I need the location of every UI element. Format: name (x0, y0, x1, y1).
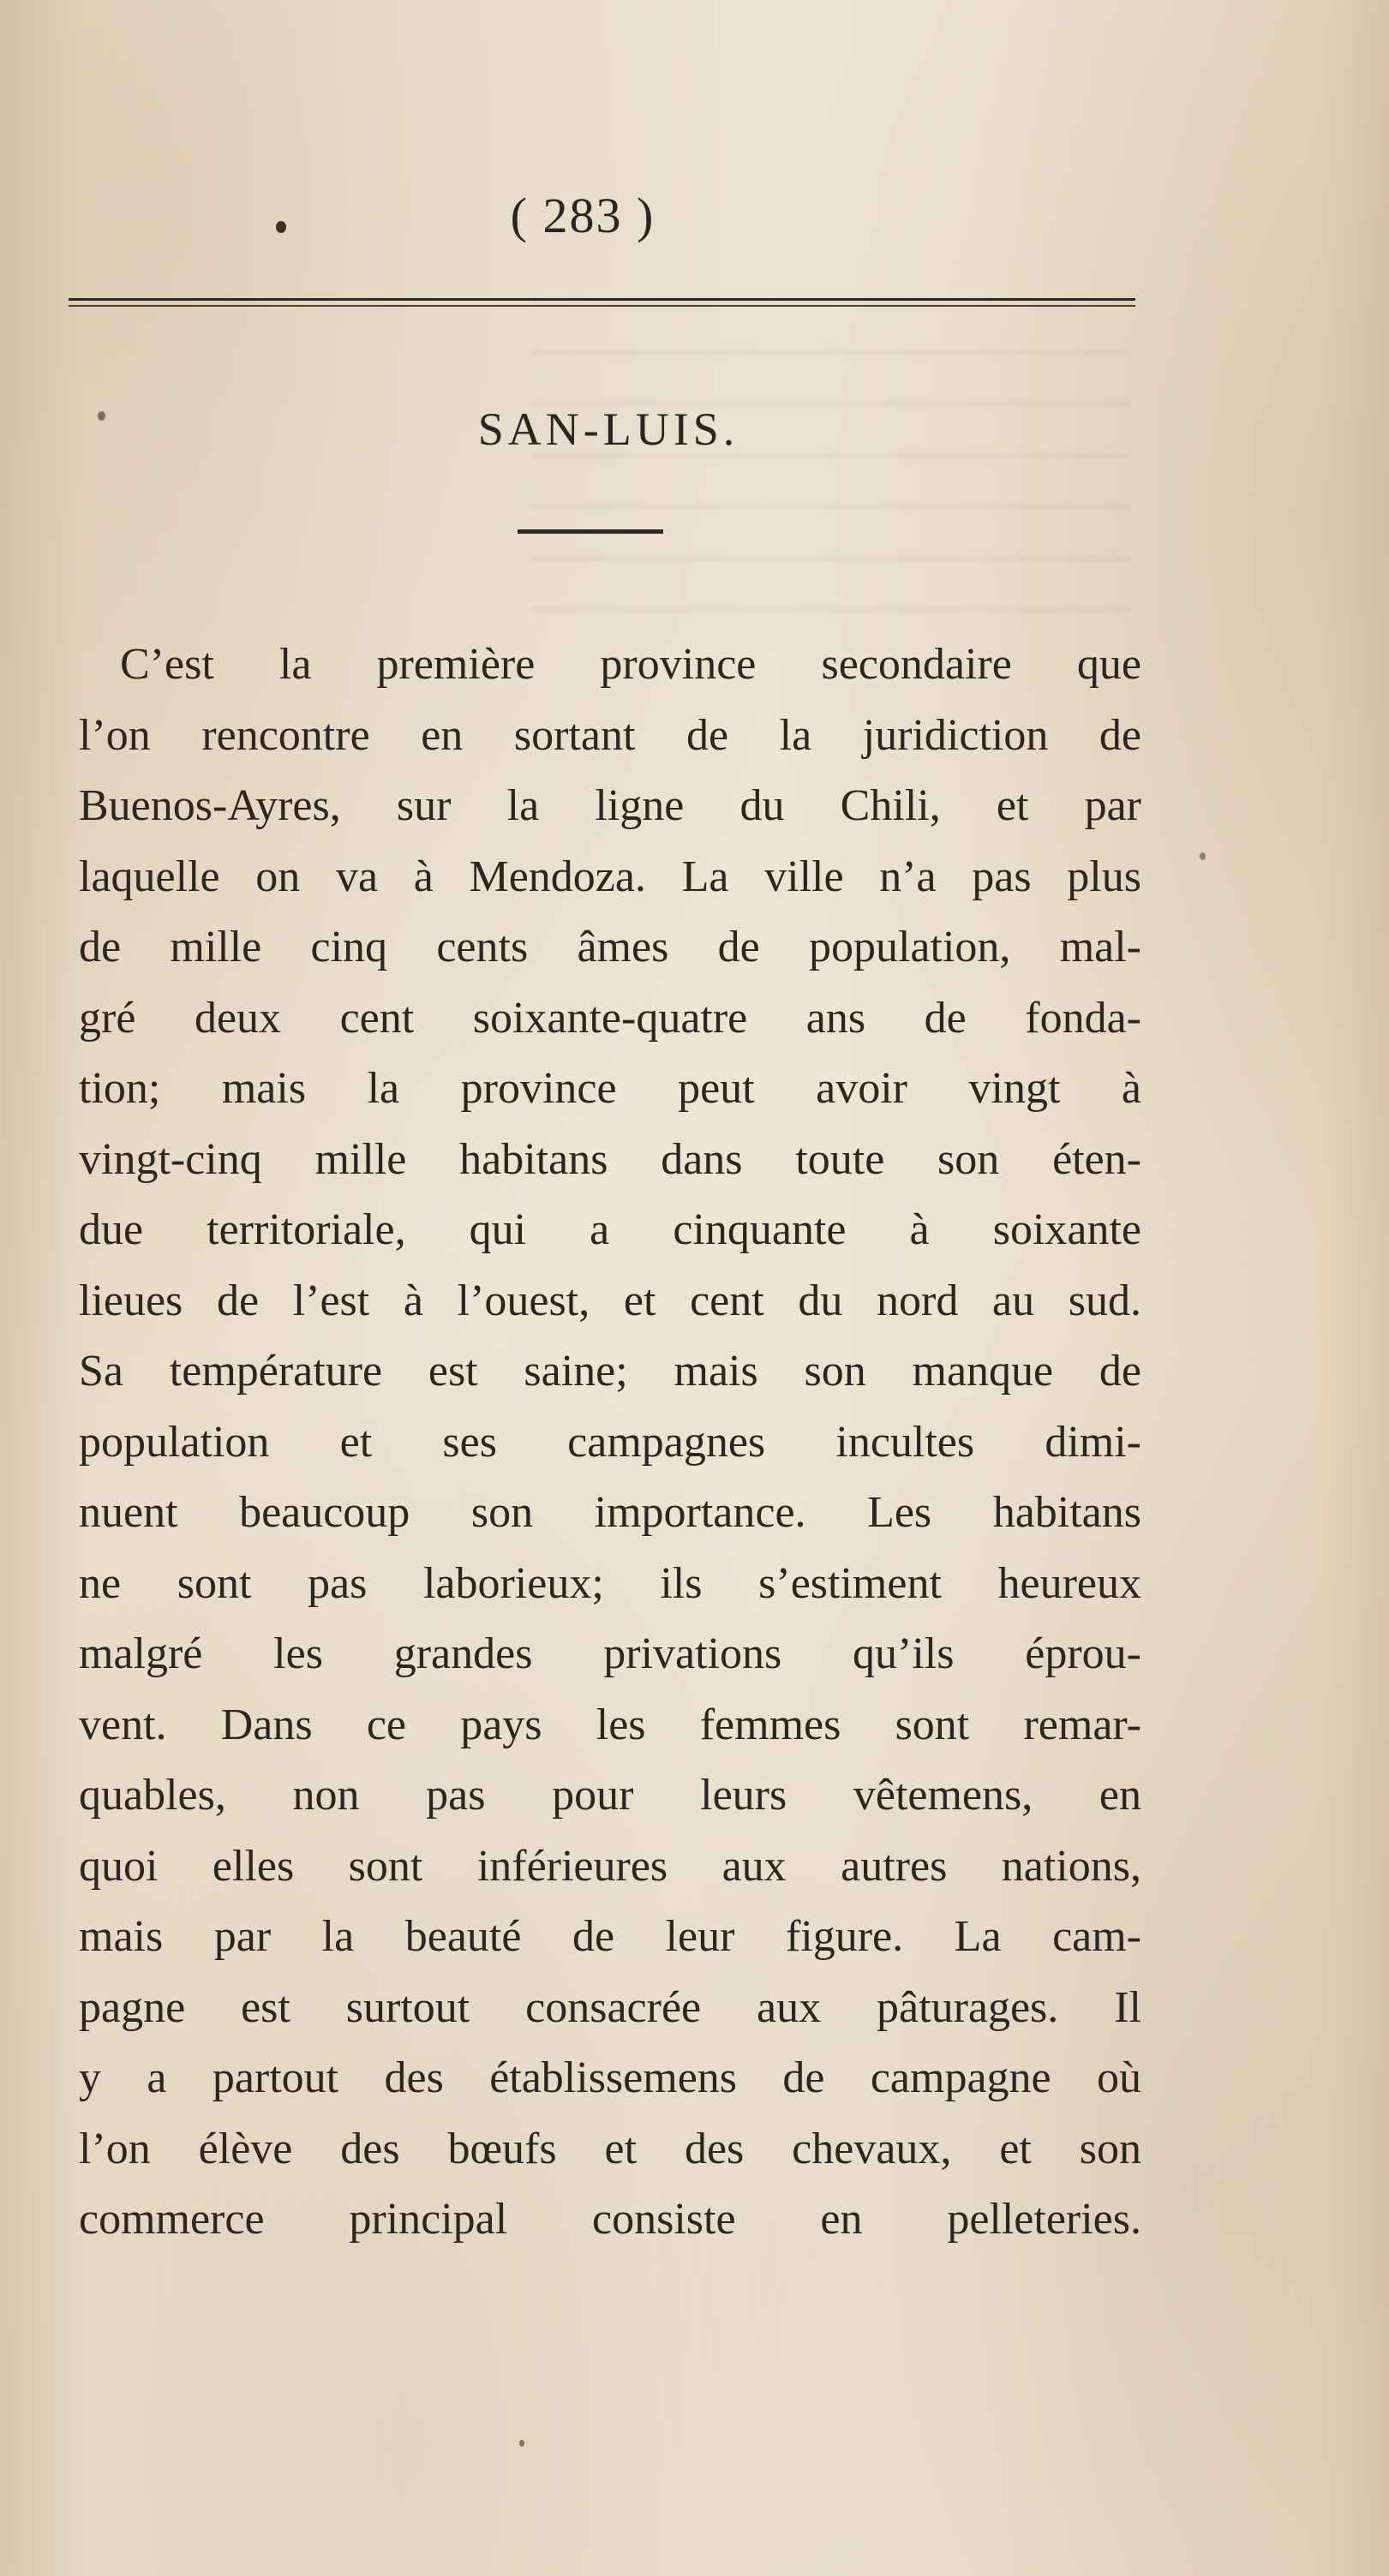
text-line: l’on rencontre en sortant de la juridiction de (79, 710, 1141, 760)
header-rule-top (69, 298, 1135, 301)
text-line: pagne est surtout consacrée aux pâturages. Il (79, 1982, 1141, 2032)
text-line: gré deux cent soixante-quatre ans de fonda- (79, 993, 1141, 1043)
header-rule-bottom (69, 305, 1135, 307)
ink-speck (1200, 852, 1206, 860)
bleed-through-texture (531, 300, 1131, 660)
title-underline-rule (518, 529, 663, 534)
text-line: l’on élève des bœufs et des chevaux, et son (79, 2124, 1141, 2173)
page-number: ( 283 ) (510, 188, 656, 243)
ink-speck (276, 221, 286, 233)
text-line: ne sont pas laborieux; ils s’estiment heureux (79, 1558, 1141, 1608)
text-line: quables, non pas pour leurs vêtemens, en (79, 1771, 1141, 1820)
text-line: lieues de l’est à l’ouest, et cent du nord au sud. (79, 1276, 1141, 1325)
text-line: laquelle on va à Mendoza. La ville n’a pas plus (79, 852, 1141, 901)
section-title: SAN-LUIS. (477, 403, 739, 455)
text-line: nuent beaucoup son importance. Les habitans (79, 1488, 1141, 1537)
text-line: quoi elles sont inférieures aux autres nations, (79, 1841, 1141, 1891)
header-double-rule (69, 298, 1135, 310)
ink-speck (98, 411, 105, 421)
text-line: malgré les grandes privations qu’ils éprou- (79, 1629, 1141, 1678)
text-line: de mille cinq cents âmes de population, mal- (79, 923, 1141, 971)
text-line: C’est la première province secondaire que (120, 640, 1141, 689)
text-line: Buenos-Ayres, sur la ligne du Chili, et par (79, 781, 1141, 830)
body-paragraph (79, 630, 1141, 2256)
text-line: Sa température est saine; mais son manque de (79, 1347, 1141, 1396)
text-line: y a partout des établissemens de campagne où (79, 2053, 1141, 2102)
text-line: vent. Dans ce pays les femmes sont remar- (79, 1700, 1141, 1749)
text-line: mais par la beauté de leur figure. La cam- (79, 1912, 1141, 1961)
text-line: population et ses campagnes incultes dimi- (79, 1417, 1141, 1467)
ink-speck (519, 2440, 524, 2447)
text-line: commerce principal consiste en pelleteries. (79, 2195, 1141, 2244)
text-line: tion; mais la province peut avoir vingt à (79, 1064, 1141, 1113)
text-line: vingt-cinq mille habitans dans toute son éten- (79, 1134, 1141, 1184)
text-line: due territoriale, qui a cinquante à soixante (79, 1205, 1141, 1254)
